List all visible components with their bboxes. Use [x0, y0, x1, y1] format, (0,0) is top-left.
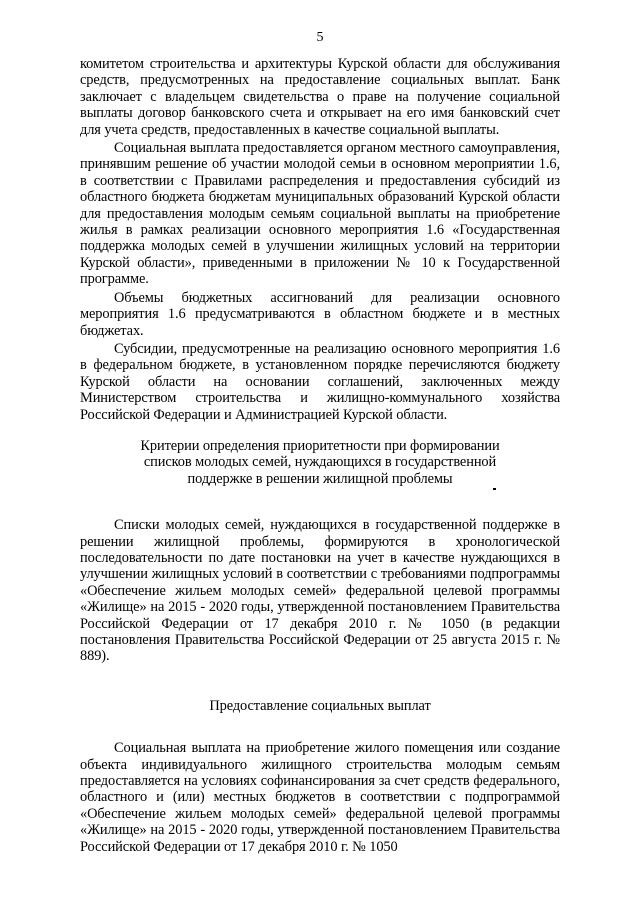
section-heading-priority-criteria	[80, 438, 560, 487]
page-number: 5	[316, 30, 324, 45]
document-body	[80, 56, 560, 855]
paragraph: Списки молодых семей, нуждающихся в государственной поддержке в решении жилищной проблемы, формируются в хронологической последовательности по дате постановки на учет в качестве нуждающихся в улучшении жилищных условий в соответствии с требованиями подпрограммы «Обеспечение жильем молодых семей» федеральной целевой программы «Жилище» на 2015 - 2020 годы, утвержденной постановлением Правительства Российской Федерации от 17 декабря 2010 г. № 1050 (в редакции постановления Правительства Российской Федерации от 25 августа 2015 г. № 889).	[80, 517, 560, 665]
heading-line: списков молодых семей, нуждающихся в государственной	[143, 454, 497, 471]
heading-line: поддержке в решении жилищной проблемы	[187, 470, 453, 487]
paragraph: комитетом строительства и архитектуры Курской области для обслуживания средств, предусмотренных на предоставление социальных выплат. Банк заключает с владельцем свидетельства о праве на получение социальной выплаты договор банковского счета и открывает на его имя банковский счет для учета средств, предоставленных в качестве социальной выплаты.	[80, 56, 560, 138]
section-heading-social-payments: Предоставление социальных выплат	[209, 697, 431, 714]
paragraph: Субсидии, предусмотренные на реализацию основного мероприятия 1.6 в федеральном бюджете, в установленном порядке перечисляются бюджету Курской области на основании соглашений, заключенных между Министерством строительства и жилищно-коммунального хозяйства Российской Федерации и Администрацией Курской области.	[80, 340, 560, 423]
paragraph: Социальная выплата на приобретение жилого помещения или создание объекта индивидуального жилищного строительства молодым семьям предоставляется на условиях софинансирования за счет средств федерального, областного и (или) местных бюджетов в соответствии с подпрограммой «Обеспечение жильем молодых семей» федеральной целевой программы «Жилище» на 2015 - 2020 годы, утвержденной постановлением Правительства Российской Федерации от 17 декабря 2010 г. № 1050	[80, 740, 560, 855]
paragraph: Объемы бюджетных ассигнований для реализации основного мероприятия 1.6 предусматриваются в областном бюджете и в местных бюджетах.	[80, 289, 560, 339]
paragraph: Социальная выплата предоставляется органом местного самоуправления, принявшим решение об участии молодой семьи в основном мероприятии 1.6, в соответствии с Правилами распределения и предоставления субсидий из областного бюджета бюджетам муниципальных образований Курской области для предоставления молодым семьям социальной выплаты на приобретение жилья в рамках реализации основного мероприятия 1.6 «Государственная поддержка молодых семей в улучшении жилищных условий на территории Курской области», приведенными в приложении № 10 к Государственной программе.	[80, 140, 560, 288]
scan-artifact-dot	[493, 488, 496, 490]
heading-line: Критерии определения приоритетности при формировании	[140, 437, 500, 454]
